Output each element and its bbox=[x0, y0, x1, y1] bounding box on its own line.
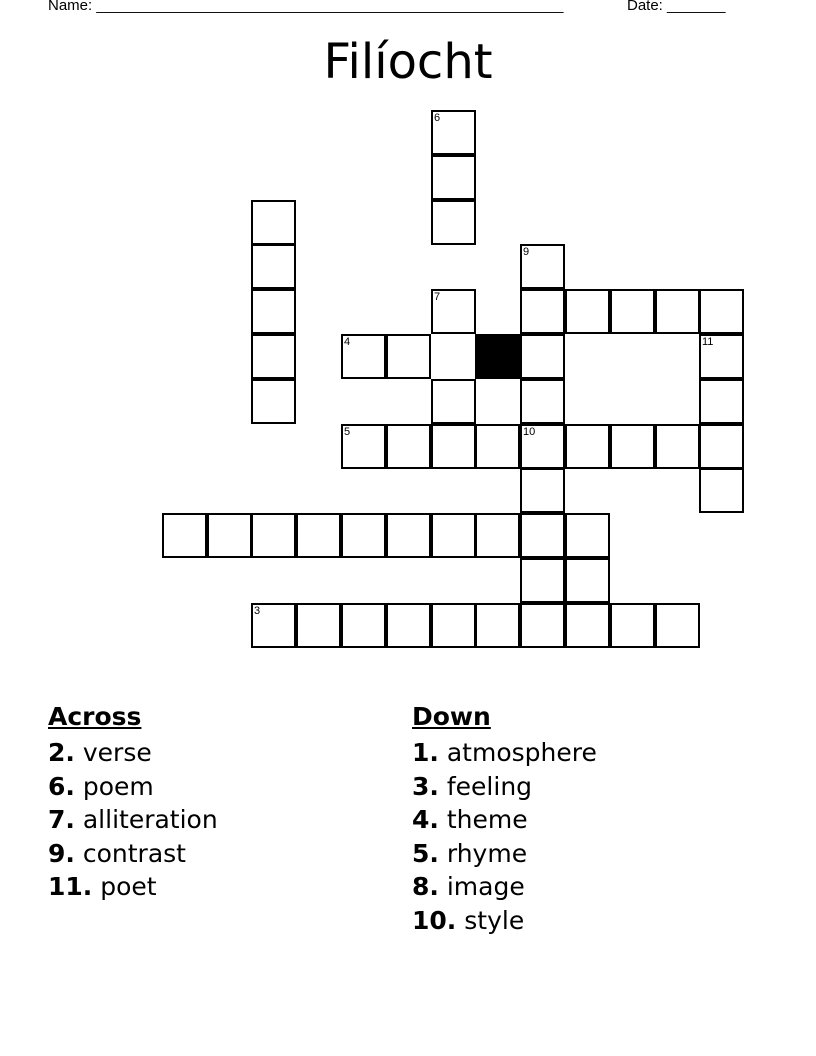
grid-cell[interactable] bbox=[296, 513, 341, 558]
clue-num: 2. bbox=[48, 738, 75, 767]
grid-cell[interactable] bbox=[565, 513, 610, 558]
grid-cell[interactable] bbox=[565, 558, 610, 603]
grid-cell[interactable] bbox=[251, 289, 296, 334]
grid-cell[interactable] bbox=[386, 513, 431, 558]
grid-cell[interactable] bbox=[431, 603, 476, 648]
grid-cell[interactable] bbox=[431, 513, 476, 558]
clue-text: theme bbox=[446, 805, 528, 834]
grid-cell[interactable] bbox=[386, 334, 431, 379]
across-clues bbox=[48, 700, 218, 904]
clue-text: poem bbox=[82, 771, 154, 801]
clue-text: style bbox=[464, 905, 525, 935]
grid-cell[interactable] bbox=[565, 603, 610, 648]
clue-num: 3. bbox=[412, 771, 439, 801]
block-cell bbox=[475, 334, 520, 379]
clue-text: atmosphere bbox=[446, 738, 597, 767]
grid-cell[interactable] bbox=[475, 513, 520, 558]
grid-cell[interactable] bbox=[431, 110, 476, 155]
grid-cell[interactable] bbox=[520, 289, 565, 334]
down-clue bbox=[412, 870, 597, 904]
across-clue bbox=[48, 837, 218, 871]
grid-cell[interactable] bbox=[207, 513, 252, 558]
clue-number: 4 bbox=[344, 336, 351, 348]
clue-num: 1. bbox=[412, 738, 439, 767]
grid-cell[interactable] bbox=[251, 513, 296, 558]
across-clue bbox=[48, 736, 218, 770]
grid-cell[interactable] bbox=[431, 200, 476, 245]
clue-text: rhyme bbox=[446, 838, 528, 868]
clue-num: 8. bbox=[412, 872, 439, 901]
grid-cell[interactable] bbox=[475, 424, 520, 469]
grid-cell[interactable] bbox=[431, 155, 476, 200]
grid-cell[interactable] bbox=[520, 468, 565, 513]
clue-text: verse bbox=[82, 738, 152, 767]
down-clue bbox=[412, 837, 597, 871]
clue-number: 7 bbox=[434, 291, 441, 303]
name-line: ________________________________________________________ bbox=[96, 0, 564, 14]
grid-cell[interactable] bbox=[386, 424, 431, 469]
clue-num: 4. bbox=[412, 805, 439, 834]
grid-cell[interactable] bbox=[699, 379, 744, 424]
clue-number: 9 bbox=[523, 246, 530, 258]
clue-number: 11 bbox=[702, 336, 714, 348]
grid-cell[interactable] bbox=[386, 603, 431, 648]
grid-cell[interactable] bbox=[431, 289, 476, 334]
grid-cell[interactable] bbox=[610, 603, 655, 648]
clue-number: 6 bbox=[434, 112, 441, 124]
grid-cell[interactable] bbox=[610, 424, 655, 469]
clue-number: 5 bbox=[344, 426, 351, 438]
clue-text: feeling bbox=[446, 771, 533, 801]
clue-text: poet bbox=[100, 872, 157, 901]
clue-num: 6. bbox=[48, 771, 75, 801]
clue-text: image bbox=[446, 872, 525, 901]
grid-cell[interactable] bbox=[610, 289, 655, 334]
grid-cell[interactable] bbox=[251, 334, 296, 379]
grid-cell[interactable] bbox=[341, 513, 386, 558]
grid-cell[interactable] bbox=[520, 513, 565, 558]
clue-text: contrast bbox=[82, 838, 186, 868]
grid-cell[interactable] bbox=[655, 603, 700, 648]
clue-num: 11. bbox=[48, 872, 93, 901]
across-heading: Across bbox=[48, 702, 142, 731]
grid-cell[interactable] bbox=[296, 603, 341, 648]
clue-num: 5. bbox=[412, 838, 439, 868]
grid-cell[interactable] bbox=[251, 200, 296, 245]
grid-cell[interactable] bbox=[699, 334, 744, 379]
grid-cell[interactable] bbox=[251, 379, 296, 424]
puzzle-title: Filíocht bbox=[323, 34, 493, 90]
grid-cell[interactable] bbox=[431, 379, 476, 424]
date-label: Date: bbox=[627, 0, 668, 14]
date-line: _______ bbox=[667, 0, 726, 14]
across-clue bbox=[48, 803, 218, 837]
grid-cell[interactable] bbox=[520, 424, 565, 469]
grid-cell[interactable] bbox=[520, 558, 565, 603]
grid-cell[interactable] bbox=[251, 244, 296, 289]
grid-cell[interactable] bbox=[475, 603, 520, 648]
name-label: Name: bbox=[48, 0, 97, 14]
grid-cell[interactable] bbox=[520, 603, 565, 648]
across-clue bbox=[48, 870, 218, 904]
grid-cell[interactable] bbox=[699, 289, 744, 334]
grid-cell[interactable] bbox=[520, 334, 565, 379]
clue-num: 7. bbox=[48, 805, 75, 834]
grid-cell[interactable] bbox=[565, 424, 610, 469]
clue-number: 3 bbox=[254, 605, 261, 617]
grid-cell[interactable] bbox=[341, 424, 386, 469]
clue-number: 10 bbox=[523, 426, 536, 438]
down-clue bbox=[412, 736, 597, 770]
grid-cell[interactable] bbox=[431, 424, 476, 469]
clue-text: alliteration bbox=[82, 805, 218, 834]
down-clue bbox=[412, 803, 597, 837]
down-clues bbox=[412, 700, 597, 937]
grid-cell[interactable] bbox=[699, 424, 744, 469]
grid-cell[interactable] bbox=[565, 289, 610, 334]
clue-num: 10. bbox=[412, 905, 457, 935]
across-clue bbox=[48, 770, 218, 804]
grid-cell[interactable] bbox=[699, 468, 744, 513]
grid-cell[interactable] bbox=[520, 379, 565, 424]
down-heading: Down bbox=[412, 702, 491, 731]
grid-cell[interactable] bbox=[341, 334, 386, 379]
grid-cell[interactable] bbox=[162, 513, 207, 558]
grid-cell[interactable] bbox=[520, 244, 565, 289]
grid-cell[interactable] bbox=[251, 603, 296, 648]
down-clue bbox=[412, 904, 597, 938]
clue-num: 9. bbox=[48, 838, 75, 868]
grid-cell[interactable] bbox=[341, 603, 386, 648]
down-clue bbox=[412, 770, 597, 804]
grid-cell[interactable] bbox=[655, 289, 700, 334]
grid-cell[interactable] bbox=[655, 424, 700, 469]
